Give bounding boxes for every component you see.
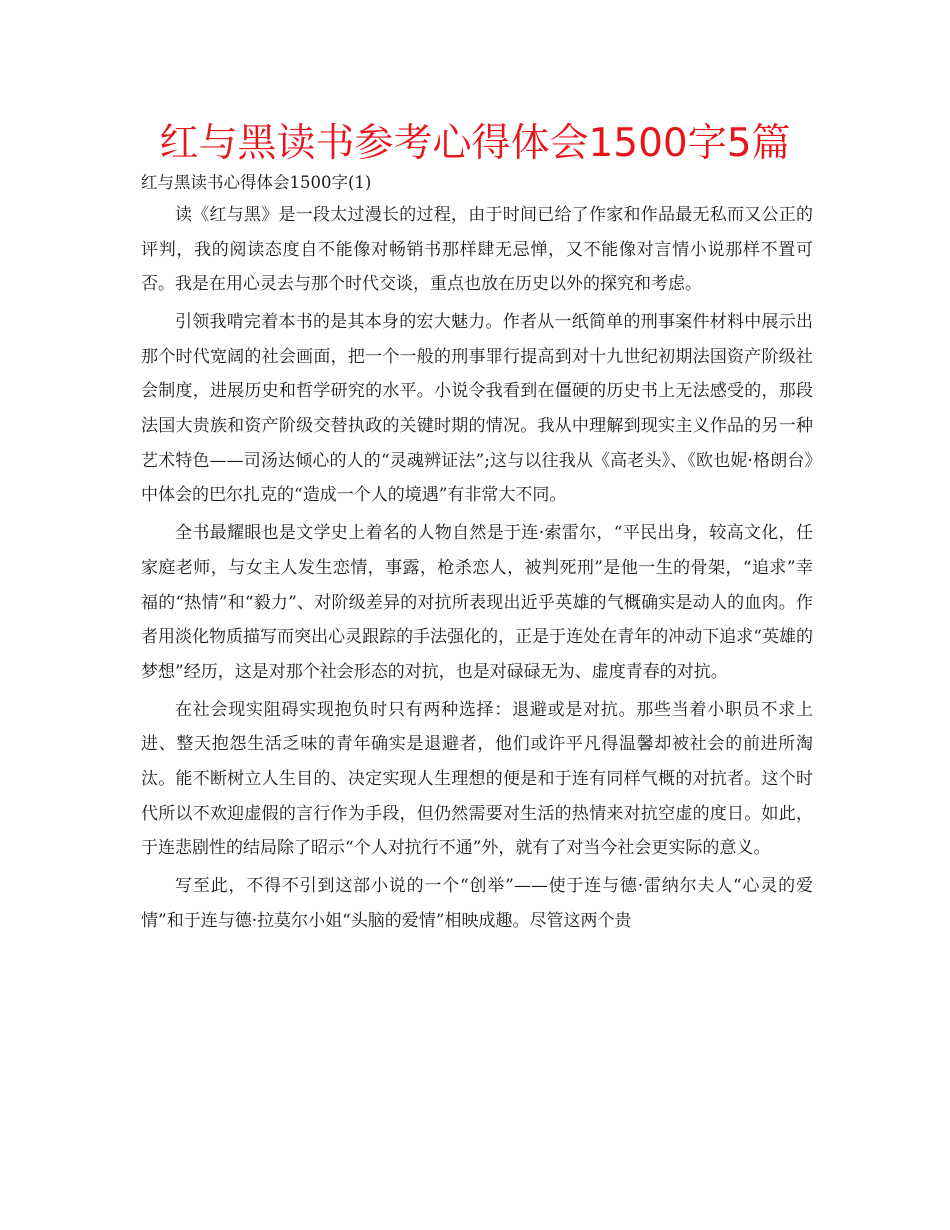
paragraph-5: 写至此，不得不引到这部小说的一个“创举”——使于连与德·雷纳尔夫人“心灵的爱情”和于连与德·拉莫尔小姐“头脑的爱情”相映成趣。尽管这两个贵 <box>141 876 813 931</box>
document-body <box>141 168 813 942</box>
paragraph-2: 引领我啃完着本书的是其本身的宏大魅力。作者从一纸简单的刑事案件材料中展示出那个时代宽阔的社会画面，把一个一般的刑事罪行提高到对十九世纪初期法国资产阶级社会制度，进展历史和哲学研究的水平。小说令我看到在僵硬的历史书上无法感受的，那段法国大贵族和资产阶级交替执政的关键时期的情况。我从中理解到现实主义作品的另一种艺术特色——司汤达倾心的人的“灵魂辨证法”;这与以往我从《高老头》、《欧也妮·格朗台》中体会的巴尔扎克的“造成一个人的境遇”有非常大不同。 <box>141 312 813 506</box>
paragraph-4: 在社会现实阻碍实现抱负时只有两种选择：退避或是对抗。那些当着小职员不求上进、整天抱怨生活乏味的青年确实是退避者，他们或许平凡得温馨却被社会的前进所淘汰。能不断树立人生目的、决定实现人生理想的便是和于连有同样气概的对抗者。这个时代所以不欢迎虚假的言行作为手段，但仍然需要对生活的热情来对抗空虚的度日。如此，于连悲剧性的结局除了昭示“个人对抗行不通”外，就有了对当今社会更实际的意义。 <box>141 699 813 859</box>
paragraph-1: 读《红与黑》是一段太过漫长的过程，由于时间已给了作家和作品最无私而又公正的评判，我的阅读态度自不能像对畅销书那样肆无忌惮，又不能像对言情小说那样不置可否。我是在用心灵去与那个时代交谈，重点也放在历史以外的探究和考虑。 <box>141 205 813 295</box>
document-title: 红与黑读书参考心得体会1500字5篇 <box>159 121 791 166</box>
paragraph-3: 全书最耀眼也是文学史上着名的人物自然是于连·索雷尔，“平民出身，较高文化，任家庭老师，与女主人发生恋情，事露，枪杀恋人，被判死刑”是他一生的骨架，“追求”幸福的“热情”和“毅力”、对阶级差异的对抗所表现出近乎英雄的气概确实是动人的血肉。作者用淡化物质描写而突出心灵跟踪的手法强化的，正是于连处在青年的冲动下追求“英雄的梦想”经历，这是对那个社会形态的对抗，也是对碌碌无为、虚度青春的对抗。 <box>141 523 813 682</box>
section-subtitle: 红与黑读书心得体会1500字(1) <box>141 173 372 192</box>
